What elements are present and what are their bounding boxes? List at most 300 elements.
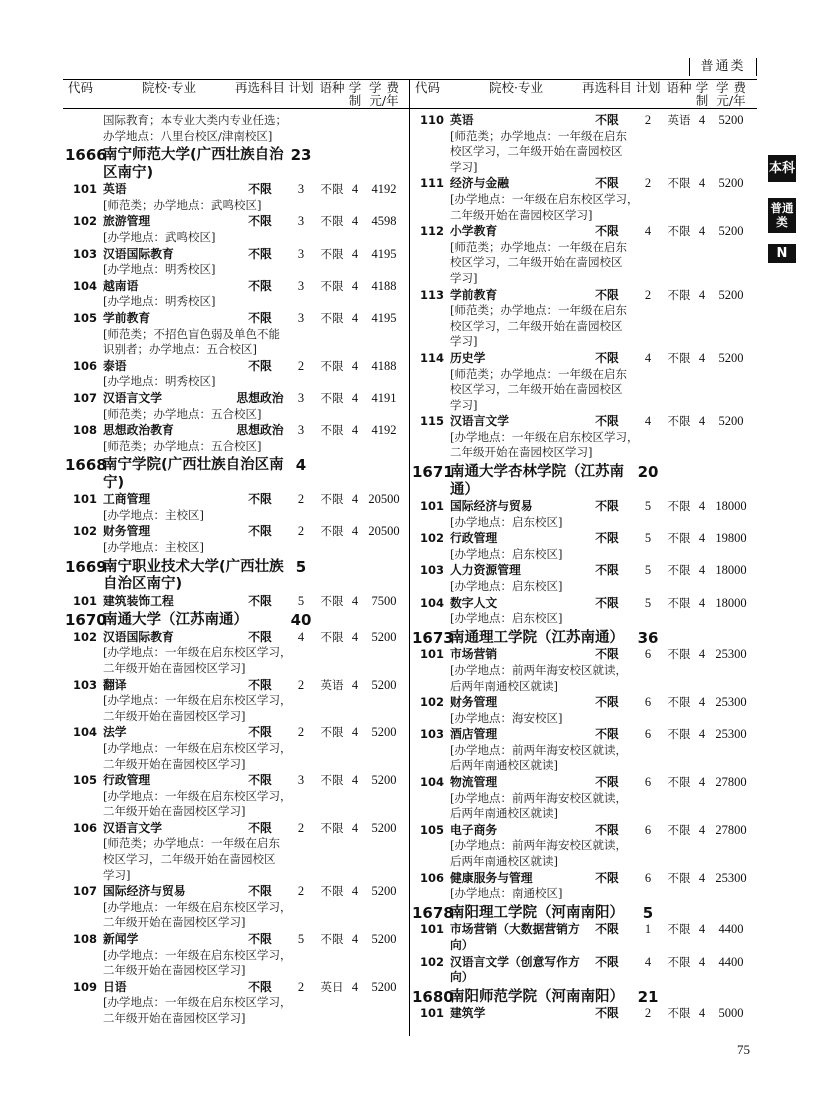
study-years: 4: [351, 820, 359, 835]
major-row: [412, 823, 752, 839]
header-school-major: 院校·专业: [489, 80, 543, 95]
study-years: 4: [698, 1006, 706, 1021]
major-name: 英语: [103, 182, 127, 197]
tuition-fee: 4191: [371, 390, 397, 405]
language-requirement: 不限: [320, 524, 344, 539]
language-requirement: 不限: [667, 870, 691, 885]
plan-count: 3: [297, 182, 305, 197]
institution-code: 1666: [65, 146, 107, 165]
major-name: 行政管理: [450, 531, 498, 546]
column-divider: [409, 79, 410, 1036]
header-subject: 再选科目: [582, 80, 633, 95]
major-name: 建筑装饰工程: [103, 593, 174, 608]
plan-count: 5: [644, 531, 652, 546]
study-years: 4: [351, 725, 359, 740]
major-entry: [412, 823, 752, 870]
major-entry: [412, 224, 752, 286]
subject-requirement: 不限: [248, 214, 272, 229]
major-entry: [412, 647, 752, 694]
subject-requirement: 思想政治: [236, 390, 284, 405]
subject-requirement: 不限: [248, 773, 272, 788]
tuition-fee: 5200: [718, 414, 744, 429]
major-name: 建筑学: [450, 1006, 486, 1021]
tuition-fee: 4188: [371, 358, 397, 373]
major-row: [412, 499, 752, 515]
subject-requirement: 不限: [595, 499, 619, 514]
major-entry: [65, 182, 405, 213]
tuition-fee: 25300: [715, 870, 747, 885]
subject-requirement: 不限: [248, 492, 272, 507]
major-code: 104: [72, 278, 97, 293]
major-entry: [65, 279, 405, 310]
major-code: 103: [419, 727, 444, 742]
plan-count: 3: [297, 423, 305, 438]
major-code: 101: [419, 1006, 444, 1021]
major-name: 思想政治教育: [103, 423, 174, 438]
major-name: 人力资源管理: [450, 563, 521, 578]
major-row: [65, 678, 405, 694]
institution-code: 1670: [65, 611, 107, 630]
plan-count: 6: [644, 870, 652, 885]
study-years: 4: [698, 822, 706, 837]
major-row: [65, 247, 405, 263]
major-row: [65, 311, 405, 327]
plan-count: 2: [644, 113, 652, 127]
language-requirement: 不限: [667, 775, 691, 790]
major-entry: [412, 499, 752, 530]
language-requirement: 不限: [320, 246, 344, 261]
major-note: [师范类；办学地点：一年级在启东 校区学习，二年级开始在啬园校区 学习]: [450, 303, 627, 349]
subject-requirement: 不限: [595, 695, 619, 710]
tuition-fee: 18000: [715, 595, 747, 610]
major-name: 学前教育: [103, 310, 151, 325]
major-row: [65, 725, 405, 741]
study-years: 4: [351, 390, 359, 405]
subject-requirement: 不限: [248, 884, 272, 899]
institution-code: 1671: [412, 463, 454, 482]
major-entry: [412, 176, 752, 223]
major-row: [412, 647, 752, 663]
tuition-fee: 19800: [715, 531, 747, 546]
subject-requirement: 不限: [248, 677, 272, 692]
major-entry: [65, 630, 405, 677]
major-code: 104: [419, 775, 444, 790]
major-code: 108: [72, 423, 97, 438]
major-code: 101: [72, 182, 97, 197]
institution-name: 南宁职业技术大学(广西壮族 自治区南宁): [103, 558, 284, 593]
language-requirement: 不限: [320, 629, 344, 644]
major-note: [办学地点：一年级在启东校区学习， 二年级开始在啬园校区学习]: [103, 995, 292, 1025]
plan-count: 2: [644, 1006, 652, 1021]
study-years: 4: [351, 524, 359, 539]
study-years: 4: [351, 246, 359, 261]
major-note: [师范类；办学地点：一年级在启东 校区学习，二年级开始在啬园校区 学习]: [103, 836, 280, 882]
plan-count: 3: [297, 214, 305, 229]
subject-requirement: 不限: [248, 278, 272, 293]
language-requirement: 不限: [667, 647, 691, 662]
major-row: [65, 884, 405, 900]
subject-requirement: 不限: [595, 954, 619, 969]
major-code: 106: [72, 820, 97, 835]
plan-count: 6: [644, 647, 652, 662]
subject-requirement: 不限: [595, 727, 619, 742]
major-name: 汉语言文学: [103, 820, 162, 835]
major-code: 101: [72, 593, 97, 608]
major-note: [师范类；办学地点：一年级在启东 校区学习，二年级开始在啬园校区 学习]: [450, 128, 627, 174]
major-entry: [412, 288, 752, 350]
study-years: 4: [351, 884, 359, 899]
major-note: [办学地点：启东校区]: [450, 611, 563, 626]
header-fee-line2: 元/年: [369, 92, 399, 108]
major-code: 114: [419, 350, 444, 365]
institution-plan: 5: [295, 557, 307, 576]
major-name: 汉语国际教育: [103, 629, 174, 644]
major-name: 市场营销（大数据营销方 向）: [450, 922, 580, 952]
study-years: 4: [698, 727, 706, 742]
subject-requirement: 不限: [595, 1006, 619, 1021]
subject-requirement: 不限: [248, 820, 272, 835]
major-note: [办学地点：一年级在启东校区学习， 二年级开始在啬园校区学习]: [450, 429, 639, 460]
major-entry: [65, 884, 405, 931]
plan-count: 3: [297, 278, 305, 293]
tuition-fee: 18000: [715, 563, 747, 578]
institution-name: 南宁师范大学(广西壮族自治 区南宁): [103, 147, 284, 181]
plan-count: 3: [297, 390, 305, 405]
tuition-fee: 5200: [371, 677, 397, 692]
language-requirement: 不限: [320, 593, 344, 608]
major-name: 电子商务: [450, 822, 498, 837]
plan-count: 2: [297, 820, 305, 835]
language-requirement: 不限: [667, 595, 691, 610]
major-row: [412, 224, 752, 240]
major-entry: [412, 414, 752, 461]
tuition-fee: 5200: [371, 773, 397, 788]
tuition-fee: 5200: [371, 820, 397, 835]
study-years: 4: [698, 224, 706, 239]
subject-requirement: 不限: [595, 822, 619, 837]
institution-name: 南宁学院(广西壮族自治区南 宁): [103, 457, 284, 491]
plan-count: 2: [297, 979, 305, 994]
header-subject: 再选科目: [235, 80, 286, 95]
major-note: [师范类；办学地点：五合校区]: [103, 406, 262, 421]
major-entry: [65, 725, 405, 772]
major-row: [65, 594, 405, 610]
major-note: [办学地点：南通校区]: [450, 886, 563, 901]
institution-name: 南通理工学院（江苏南通）: [450, 629, 624, 646]
major-code: 101: [419, 499, 444, 514]
tuition-fee: 7500: [371, 593, 397, 608]
major-entry: [65, 773, 405, 820]
institution-header: [412, 630, 752, 648]
subject-requirement: 不限: [248, 979, 272, 994]
study-years: 4: [698, 176, 706, 191]
major-name: 汉语言文学: [450, 414, 509, 429]
institution-name: 南阳师范学院（河南南阳）: [450, 988, 624, 1005]
study-years: 4: [698, 870, 706, 885]
study-years: 4: [351, 278, 359, 293]
major-note: [师范类；办学地点：武鸣校区]: [103, 197, 262, 212]
institution-code: 1680: [412, 987, 454, 1006]
continuation-note: 国际教育；本专业大类内专业任选； 办学地点：八里台校区/津南校区]: [103, 113, 287, 143]
header-language: 语种: [319, 80, 345, 95]
major-name: 财务管理: [450, 695, 498, 710]
institution-header: [65, 457, 405, 492]
language-requirement: 不限: [320, 182, 344, 197]
page-number: 75: [737, 1042, 750, 1057]
plan-count: 6: [644, 822, 652, 837]
tuition-fee: 18000: [715, 499, 747, 514]
major-row: [65, 423, 405, 439]
header-years: 学制: [348, 80, 362, 108]
major-code: 102: [72, 629, 97, 644]
major-note: [师范类；办学地点：一年级在启东 校区学习，二年级开始在啬园校区 学习]: [450, 239, 627, 285]
major-note: [办学地点：武鸣校区]: [103, 229, 216, 244]
plan-count: 5: [644, 563, 652, 578]
major-entry: [65, 524, 405, 555]
major-code: 107: [72, 884, 97, 899]
major-code: 105: [72, 773, 97, 788]
major-entry: [65, 391, 405, 422]
major-code: 103: [72, 246, 97, 261]
language-requirement: 不限: [667, 727, 691, 742]
major-name: 英语: [450, 113, 474, 127]
study-years: 4: [698, 414, 706, 429]
major-name: 新闻学: [103, 932, 139, 947]
language-requirement: 不限: [667, 1006, 691, 1021]
major-row: [412, 563, 752, 579]
plan-count: 5: [297, 932, 305, 947]
language-requirement: 不限: [667, 695, 691, 710]
major-code: 105: [419, 822, 444, 837]
major-code: 110: [419, 113, 444, 127]
major-entry: [65, 980, 405, 1027]
major-code: 102: [419, 954, 444, 969]
tuition-fee: 5200: [371, 629, 397, 644]
language-requirement: 不限: [320, 820, 344, 835]
study-years: 4: [698, 531, 706, 546]
institution-name: 南阳理工学院（河南南阳）: [450, 904, 624, 921]
language-requirement: 不限: [320, 423, 344, 438]
major-entry: [65, 423, 405, 454]
major-code: 102: [72, 214, 97, 229]
major-code: 113: [419, 287, 444, 302]
study-years: 4: [351, 423, 359, 438]
major-note: [办学地点：一年级在启东校区学习， 二年级开始在啬园校区学习]: [103, 788, 292, 819]
tuition-fee: 4195: [371, 246, 397, 261]
major-name: 物流管理: [450, 775, 498, 790]
language-requirement: 不限: [320, 932, 344, 947]
plan-count: 1: [644, 922, 652, 937]
major-row: [412, 531, 752, 547]
study-years: 4: [351, 182, 359, 197]
major-note: [办学地点：主校区]: [103, 540, 204, 555]
major-entry: [412, 531, 752, 562]
major-code: 104: [419, 595, 444, 610]
subject-requirement: 不限: [248, 310, 272, 325]
language-requirement: 英语: [320, 677, 344, 692]
major-code: 112: [419, 224, 444, 239]
major-note: [办学地点：前两年海安校区就读， 后两年南通校区就读]: [450, 662, 627, 693]
major-note: [办学地点：前两年海安校区就读， 后两年南通校区就读]: [450, 790, 627, 821]
major-entry: [412, 351, 752, 413]
institution-header: [412, 464, 752, 499]
subject-requirement: 不限: [595, 563, 619, 578]
language-requirement: 不限: [320, 492, 344, 507]
study-years: 4: [351, 358, 359, 373]
major-name: 汉语国际教育: [103, 246, 174, 261]
major-note: [办学地点：一年级在启东校区学习， 二年级开始在啬园校区学习]: [103, 693, 292, 723]
plan-count: 3: [297, 310, 305, 325]
major-entry: [412, 695, 752, 726]
right-column: [412, 113, 752, 1023]
major-note: [师范类；办学地点：一年级在启东 校区学习，二年级开始在啬园校区 学习]: [450, 366, 627, 412]
major-name: 翻译: [103, 677, 127, 692]
plan-count: 5: [297, 593, 305, 608]
tuition-fee: 5200: [718, 176, 744, 191]
major-note: [办学地点：前两年海安校区就读， 后两年南通校区就读]: [450, 742, 627, 773]
plan-count: 3: [297, 773, 305, 788]
major-row: [412, 775, 752, 791]
institution-plan: 5: [642, 903, 654, 922]
plan-count: 4: [644, 414, 652, 429]
study-years: 4: [351, 677, 359, 692]
institution-plan: 20: [637, 463, 659, 482]
subject-requirement: 不限: [248, 524, 272, 539]
study-years: 4: [351, 214, 359, 229]
language-requirement: 不限: [667, 499, 691, 514]
tuition-fee: 4188: [371, 278, 397, 293]
major-name: 市场营销: [450, 647, 498, 662]
major-name: 小学教育: [450, 224, 498, 239]
major-row: [65, 821, 405, 837]
institution-plan: 36: [637, 628, 659, 647]
language-requirement: 不限: [320, 773, 344, 788]
plan-count: 2: [297, 524, 305, 539]
plan-count: 2: [644, 176, 652, 191]
institution-code: 1668: [65, 456, 107, 475]
plan-count: 2: [297, 884, 305, 899]
plan-count: 2: [297, 677, 305, 692]
major-code: 109: [72, 979, 97, 994]
study-years: 4: [698, 922, 706, 937]
tuition-fee: 4400: [718, 954, 744, 969]
study-years: 4: [698, 647, 706, 662]
subject-requirement: 不限: [595, 414, 619, 429]
study-years: 4: [351, 629, 359, 644]
header-fee: [363, 82, 405, 107]
study-years: 4: [698, 499, 706, 514]
institution-header: [412, 905, 752, 923]
header-fee-line1: 学费: [368, 80, 404, 95]
major-name: 日语: [103, 979, 127, 994]
major-code: 102: [72, 524, 97, 539]
major-row: [65, 391, 405, 407]
major-note: [办学地点：启东校区]: [450, 546, 563, 561]
study-years: 4: [698, 350, 706, 365]
major-row: [412, 695, 752, 711]
subject-requirement: 不限: [595, 647, 619, 662]
major-note: [办学地点：明秀校区]: [103, 262, 216, 277]
major-row: [412, 113, 752, 129]
institution-code: 1669: [65, 557, 107, 576]
institution-plan: 40: [290, 611, 312, 630]
plan-count: 6: [644, 727, 652, 742]
major-code: 107: [72, 390, 97, 405]
major-entry: [65, 492, 405, 523]
major-entry: [412, 727, 752, 774]
language-requirement: 不限: [667, 287, 691, 302]
major-entry: [412, 596, 752, 627]
major-row: [65, 492, 405, 508]
study-years: 4: [351, 593, 359, 608]
major-name: 国际经济与贸易: [450, 499, 533, 514]
major-code: 104: [72, 725, 97, 740]
major-entry: [65, 214, 405, 245]
language-requirement: 不限: [667, 822, 691, 837]
major-code: 105: [72, 310, 97, 325]
institution-header: [65, 147, 405, 182]
major-note: [办学地点：一年级在启东校区学习， 二年级开始在啬园校区学习]: [450, 191, 639, 222]
study-years: 4: [698, 287, 706, 302]
header-code: 代码: [68, 80, 94, 95]
language-requirement: 英日: [320, 979, 344, 994]
major-code: 115: [419, 414, 444, 429]
plan-count: 4: [297, 629, 305, 644]
tuition-fee: 5200: [718, 224, 744, 239]
header-fee-line2: 元/年: [716, 92, 746, 108]
subject-requirement: 不限: [595, 350, 619, 365]
language-requirement: 不限: [667, 350, 691, 365]
language-requirement: 不限: [667, 224, 691, 239]
side-tab-index: N: [768, 244, 796, 263]
subject-requirement: 不限: [248, 246, 272, 261]
subject-requirement: 不限: [595, 595, 619, 610]
column-header-right: [412, 82, 752, 107]
major-note: [师范类；不招色盲色弱及单色不能 识别者；办学地点：五合校区]: [103, 326, 280, 357]
major-name: 国际经济与贸易: [103, 884, 186, 899]
major-entry: [412, 922, 752, 953]
tuition-fee: 5000: [718, 1006, 744, 1021]
tuition-fee: 5200: [718, 350, 744, 365]
major-name: 财务管理: [103, 524, 151, 539]
major-row: [65, 214, 405, 230]
major-entry: [65, 678, 405, 725]
institution-plan: 4: [295, 456, 307, 475]
study-years: 4: [698, 563, 706, 578]
major-entry: [412, 955, 752, 986]
major-name: 泰语: [103, 358, 127, 373]
subject-requirement: 不限: [595, 870, 619, 885]
tuition-fee: 4192: [371, 423, 397, 438]
plan-count: 2: [297, 492, 305, 507]
study-years: 4: [351, 932, 359, 947]
subject-requirement: 不限: [248, 932, 272, 947]
language-requirement: 英语: [667, 113, 691, 127]
major-name: 学前教育: [450, 287, 498, 302]
major-row: [65, 359, 405, 375]
subject-requirement: 不限: [595, 922, 619, 937]
institution-header: [65, 559, 405, 594]
running-header: 普通类: [689, 58, 757, 76]
major-row: [412, 596, 752, 612]
tuition-fee: 5200: [718, 287, 744, 302]
header-plan: 计划: [288, 80, 314, 95]
major-entry: [412, 871, 752, 902]
language-requirement: 不限: [320, 390, 344, 405]
major-row: [412, 351, 752, 367]
tuition-fee: 4598: [371, 214, 397, 229]
major-note: [办学地点：明秀校区]: [103, 374, 216, 389]
